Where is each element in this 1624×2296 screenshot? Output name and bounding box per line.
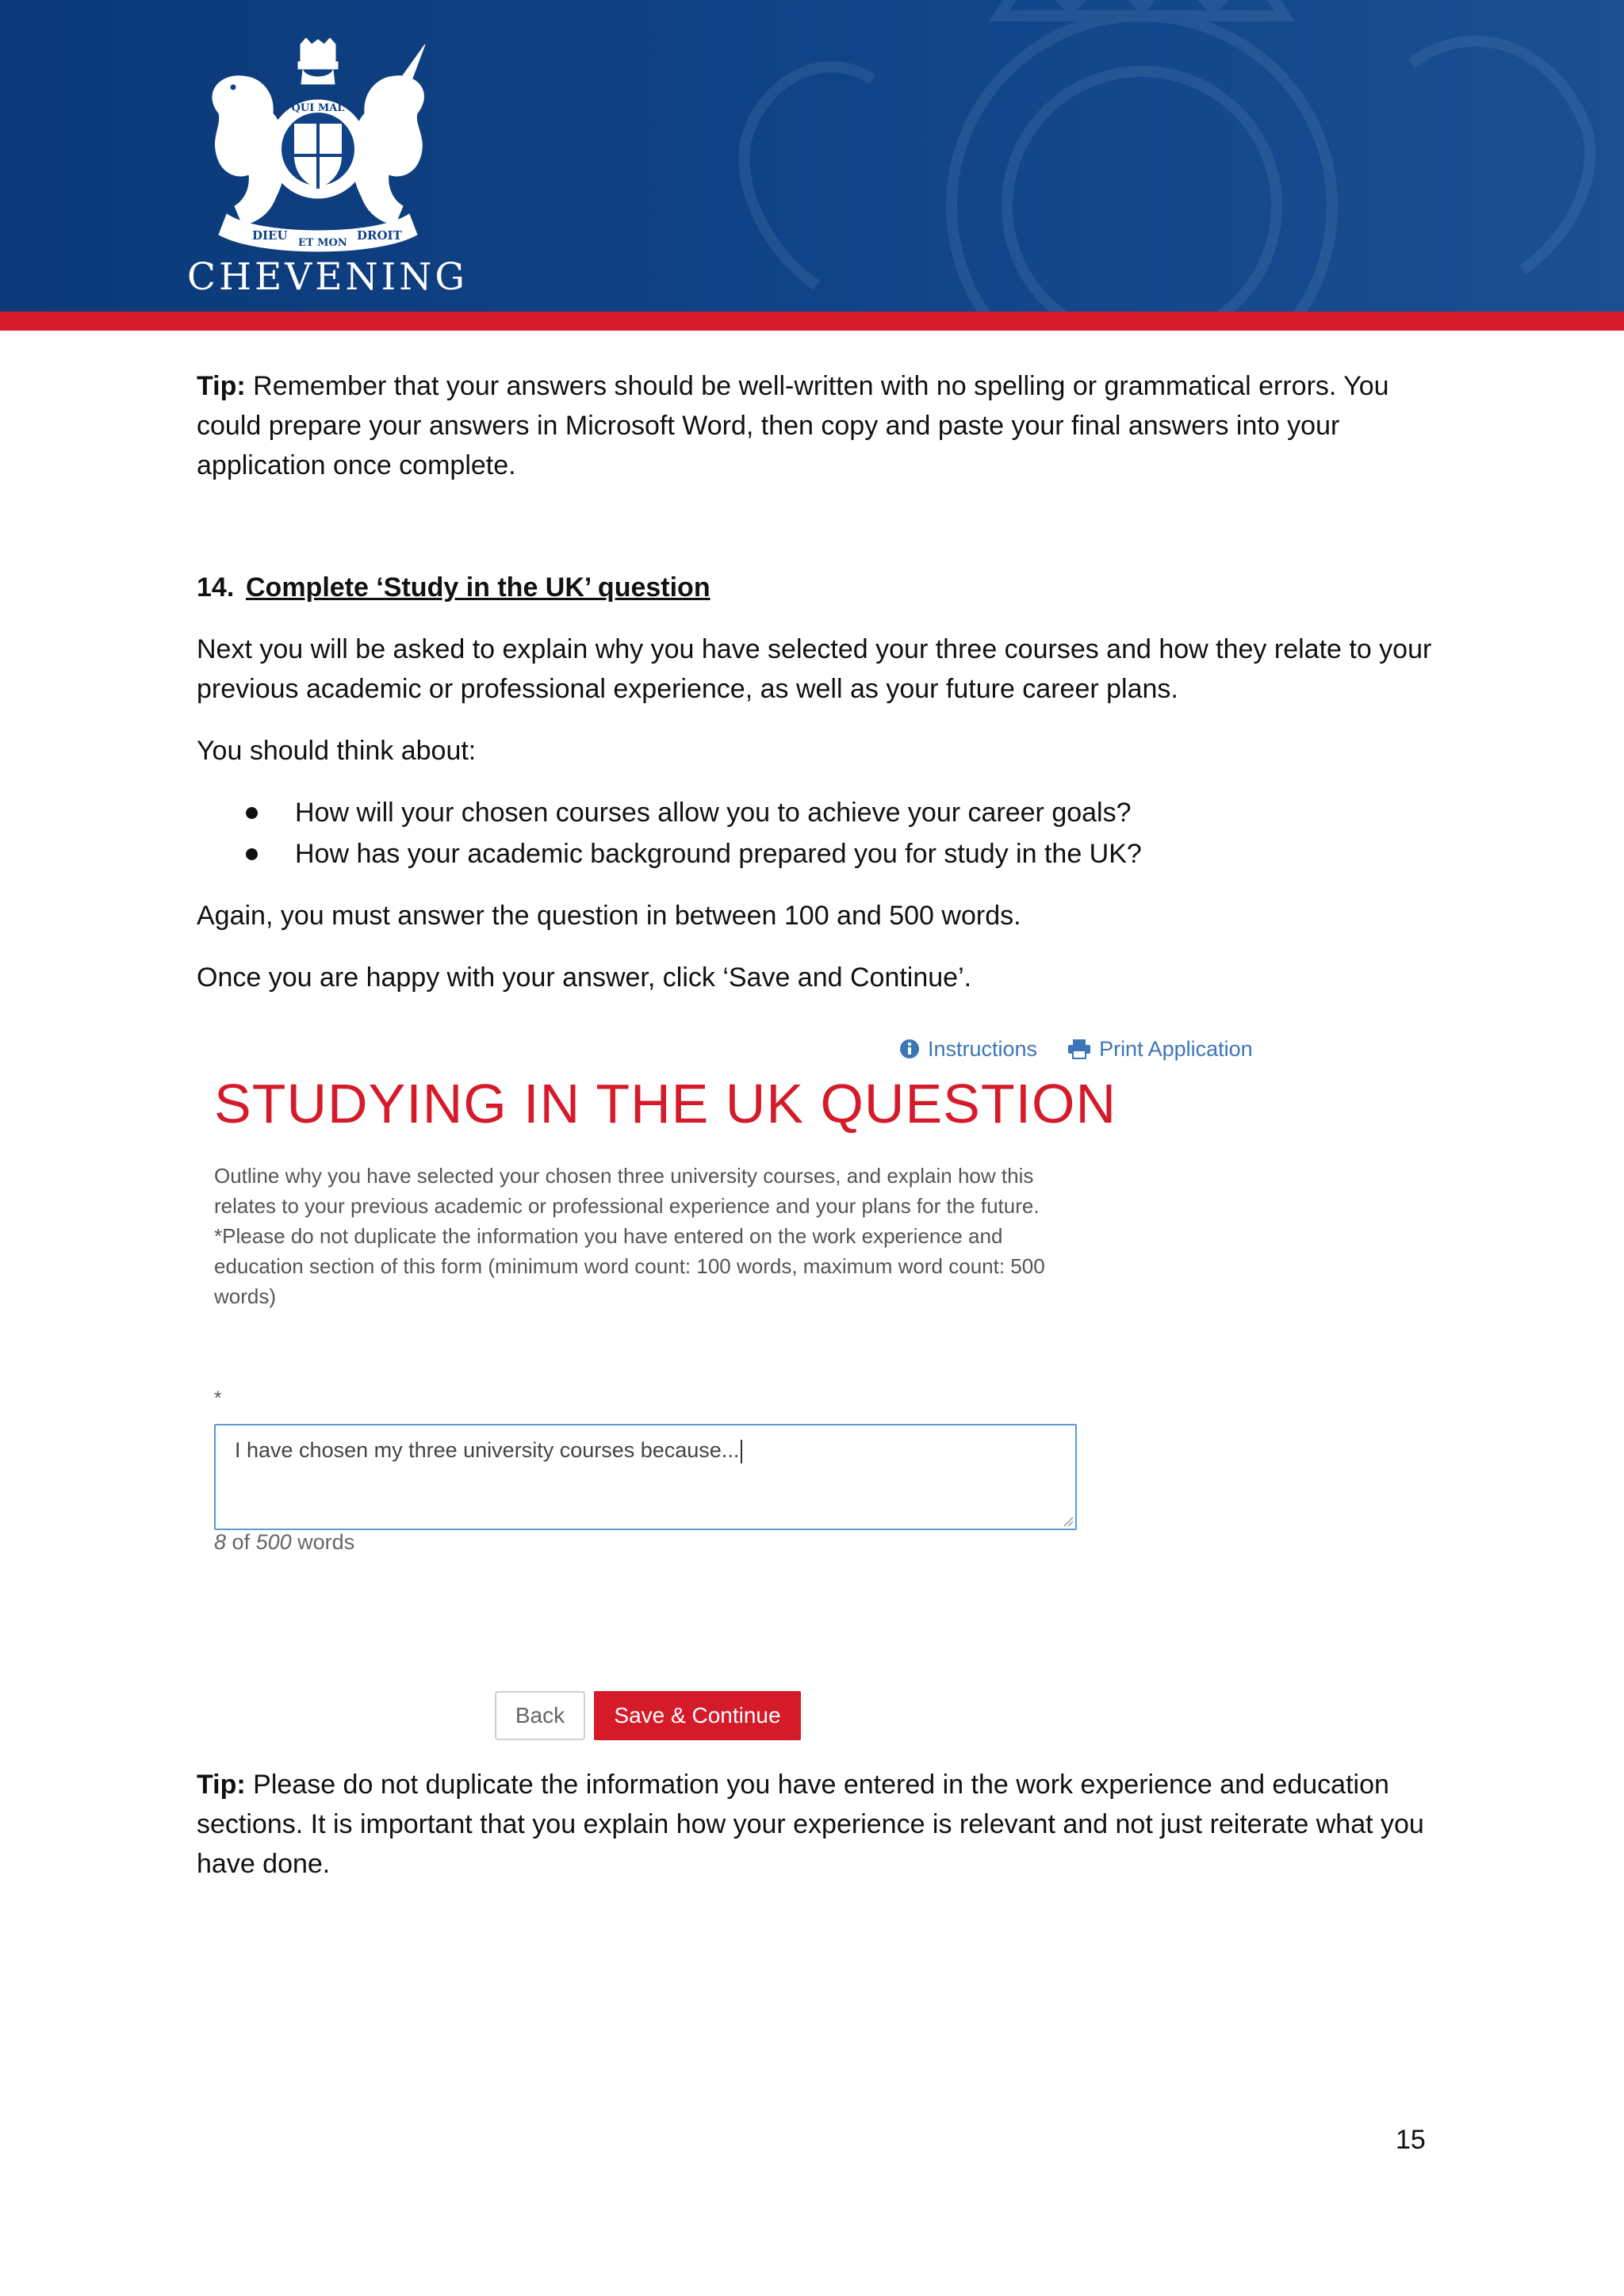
bullet-item	[197, 792, 1434, 833]
instructions-link-label[interactable]: Instructions	[928, 1036, 1038, 1061]
brand-wordmark: CHEVENING	[187, 255, 468, 299]
printer-icon	[1067, 1039, 1091, 1059]
tip-label: Tip:	[197, 371, 246, 401]
bullet-text: How will your chosen courses allow you to achieve your career goals?	[295, 798, 1132, 828]
answer-textarea[interactable]	[214, 1424, 1077, 1530]
question-text: Outline why you have selected your chosen three university courses, and explain how this relates to your previous academic or professional experience and your plans for the future.	[214, 1164, 1040, 1218]
tip-paragraph-2	[197, 1765, 1434, 1884]
think-about-paragraph: You should think about:	[197, 736, 477, 766]
section-number: 14.	[197, 572, 235, 603]
bullet-text: How has your academic background prepared you for study in the UK?	[295, 839, 1142, 869]
answer-text[interactable]: I have chosen my three university courses because...	[235, 1438, 740, 1462]
instructions-link[interactable]	[899, 1037, 1037, 1062]
crest-watermark	[698, 0, 1624, 312]
tip-label: Tip:	[197, 1770, 246, 1800]
word-rule-paragraph: Again, you must answer the question in between 100 and 500 words.	[197, 901, 1021, 931]
back-button[interactable]: Back	[495, 1691, 585, 1740]
bullet-dot-icon	[246, 807, 258, 819]
word-count-current: 8	[214, 1530, 227, 1554]
print-application-link[interactable]	[1067, 1037, 1253, 1062]
intro-paragraph: Next you will be asked to explain why you have selected your three courses and how they relate to your previous academic or professional experience, as well as your future career plans.	[197, 634, 1432, 704]
bullet-dot-icon	[246, 848, 258, 860]
resize-grip-icon[interactable]	[1061, 1514, 1074, 1527]
page-number: 15	[1396, 2125, 1426, 2155]
header-banner	[0, 0, 1624, 312]
bullet-item	[197, 833, 1434, 874]
header-red-stripe	[0, 312, 1624, 331]
question-note: *Please do not duplicate the information you have entered on the work experience and education section of this form (minimum word count: 100 words, maximum word count: 500 words)	[214, 1224, 1045, 1308]
svg-text:DROIT: DROIT	[357, 228, 402, 243]
form-description	[214, 1161, 1094, 1311]
tip-text: Remember that your answers should be well-written with no spelling or grammatical errors. You could prepare your answers in Microsoft Word, then copy and paste your final answers into your application once complete.	[197, 371, 1389, 480]
word-count-of: of	[232, 1530, 251, 1554]
tip-paragraph-1	[197, 366, 1434, 485]
form-title: STUDYING IN THE UK QUESTION	[214, 1073, 1117, 1135]
info-circle-icon	[899, 1039, 920, 1059]
svg-text:DIEU: DIEU	[252, 228, 288, 243]
required-marker: *	[214, 1387, 222, 1409]
bullet-list	[197, 792, 1434, 874]
form-top-links	[899, 1033, 1253, 1065]
word-count-unit: words	[297, 1530, 355, 1554]
svg-text:ET MON: ET MON	[298, 237, 347, 249]
print-application-link-label[interactable]: Print Application	[1099, 1036, 1253, 1061]
svg-text:QUI MAL: QUI MAL	[291, 102, 345, 114]
text-cursor	[741, 1440, 742, 1464]
section-title: Complete ‘Study in the UK’ question	[246, 572, 710, 603]
save-note-paragraph: Once you are happy with your answer, click ‘Save and Continue’.	[197, 962, 972, 993]
tip-text: Please do not duplicate the information you have entered in the work experience and education sections. It is important that you explain how your experience is relevant and not just reiterate what you have done.	[197, 1770, 1424, 1879]
royal-coat-of-arms-logo	[187, 38, 449, 252]
section-heading	[197, 568, 710, 607]
save-continue-button[interactable]: Save & Continue	[594, 1691, 801, 1740]
word-count-max: 500	[255, 1530, 292, 1554]
word-counter	[214, 1530, 354, 1555]
